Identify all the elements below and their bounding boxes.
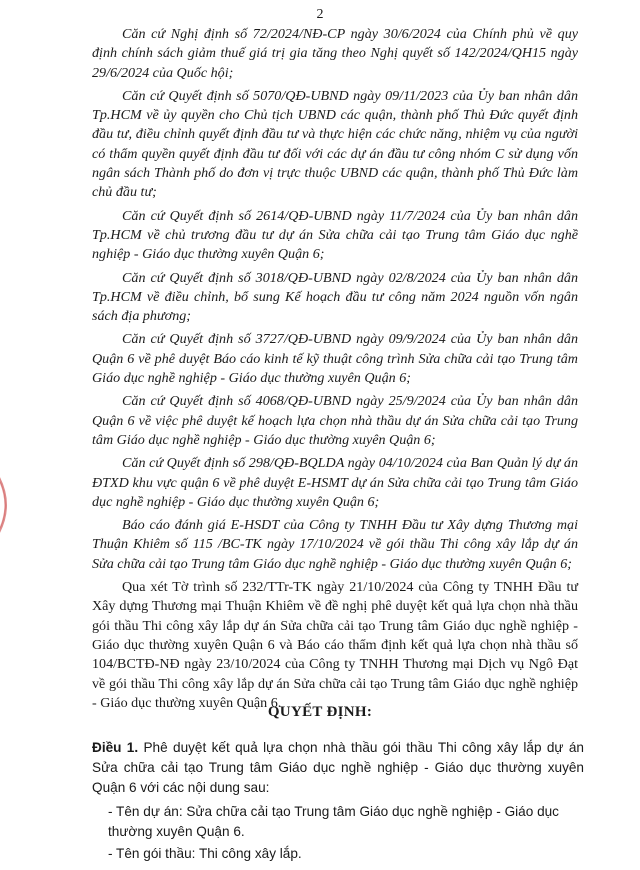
consideration-paragraph: Qua xét Tờ trình số 232/TTr-TK ngày 21/10/2024 của Công ty TNHH Đầu tư Xây dựng Thương mại Thuận Khiêm về đề nghị phê duyệt kết quả lựa chọn nhà thầu gói thầu Thi công xây lắp dự án Sửa chữa cải tạo Trung tâm Giáo dục nghề nghiệp - Giáo dục thường xuyên Quận 6 và Báo cáo thẩm định kết quả lựa chọn nhà thầu số 104/BCTĐ-NĐ ngày 23/10/2024 của Công ty TNHH Thương mại Dịch vụ Ngô Đạt về gói thầu Thi công xây lắp dự án Sửa chữa cải tạo Trung tâm Giáo dục nghề nghiệp - Giáo dục thường xuyên Quận 6. bbox=[92, 579, 578, 711]
legal-basis-1: Căn cứ Nghị định số 72/2024/NĐ-CP ngày 30/6/2024 của Chính phủ về quy định chính sách giảm thuế giá trị gia tăng theo Nghị quyết số 142/2024/QH15 ngày 29/6/2024 của Quốc hội; bbox=[92, 26, 578, 81]
legal-basis-7: Căn cứ Quyết định số 298/QĐ-BQLDA ngày 04/10/2024 của Ban Quản lý dự án ĐTXD khu vực quận 6 về phê duyệt E-HSMT dự án Sửa chữa cải tạo Trung tâm Giáo dục nghề nghiệp - Giáo dục thường xuyên Quận 6; bbox=[92, 455, 578, 510]
page-number: 2 bbox=[316, 7, 324, 22]
legal-basis-4: Căn cứ Quyết định số 3018/QĐ-UBND ngày 02/8/2024 của Ủy ban nhân dân Tp.HCM về điều chỉnh, bổ sung Kế hoạch đầu tư công năm 2024 nguồn vốn ngân sách địa phương; bbox=[92, 269, 578, 325]
legal-basis-2: Căn cứ Quyết định số 5070/QĐ-UBND ngày 09/11/2023 của Ủy ban nhân dân Tp.HCM về ủy quyền cho Chủ tịch UBND các quận, thành phố Thủ Đức quyết định đầu tư, điều chỉnh quyết định đầu tư và thực hiện các chức năng, nhiệm vụ của người có thẩm quyền quyết định đầu tư đối với các dự án đầu tư công nhóm C sử dụng vốn ngân sách Thành phố do đơn vị trực thuộc UBND các quận, thành phố Thủ Đức làm chủ đầu tư; bbox=[92, 87, 578, 201]
legal-basis-3: Căn cứ Quyết định số 2614/QĐ-UBND ngày 11/7/2024 của Ủy ban nhân dân Tp.HCM về chủ trương đầu tư dự án Sửa chữa cải tạo Trung tâm Giáo dục nghề nghiệp - Giáo dục thường xuyên Quận 6; bbox=[92, 207, 578, 263]
legal-basis-8: Báo cáo đánh giá E-HSDT của Công ty TNHH Đầu tư Xây dựng Thương mại Thuận Khiêm số 115 /BC-TK ngày 17/10/2024 về gói thầu Thi công xây lắp dự án Sửa chữa cải tạo Trung tâm Giáo dục nghề nghiệp - Giáo dục thường xuyên Quận 6; bbox=[92, 517, 578, 572]
decision-title: QUYẾT ĐỊNH: bbox=[267, 704, 373, 720]
article-1-text: Phê duyệt kết quả lựa chọn nhà thầu gói thầu Thi công xây lắp dự án Sửa chữa cải tạo Trung tâm Giáo dục nghề nghiệp - Giáo dục thường xuyên Quận 6 với các nội dung sau: bbox=[92, 740, 584, 795]
preamble-section bbox=[92, 25, 578, 713]
red-stamp-fragment bbox=[0, 470, 20, 540]
bullet-project-name: - Tên dự án: Sửa chữa cải tạo Trung tâm Giáo dục nghề nghiệp - Giáo dục thường xuyên Quận 6. bbox=[108, 804, 559, 839]
legal-basis-6: Căn cứ Quyết định số 4068/QĐ-UBND ngày 25/9/2024 của Ủy ban nhân dân Quận 6 về việc phê duyệt kế hoạch lựa chọn nhà thầu dự án Sửa chữa cải tạo Trung tâm Giáo dục nghề nghiệp - Giáo dục thường xuyên Quận 6; bbox=[92, 393, 578, 448]
legal-basis-5: Căn cứ Quyết định số 3727/QĐ-UBND ngày 09/9/2024 của Ủy ban nhân dân Quận 6 về phê duyệt Báo cáo kinh tế kỹ thuật công trình Sửa chữa cải tạo Trung tâm Giáo dục nghề nghiệp - Giáo dục thường xuyên Quận 6; bbox=[92, 331, 578, 387]
article-1-label: Điều 1. bbox=[92, 740, 139, 755]
article-1 bbox=[92, 738, 584, 797]
bullet-package-name: - Tên gói thầu: Thi công xây lắp. bbox=[108, 846, 302, 861]
